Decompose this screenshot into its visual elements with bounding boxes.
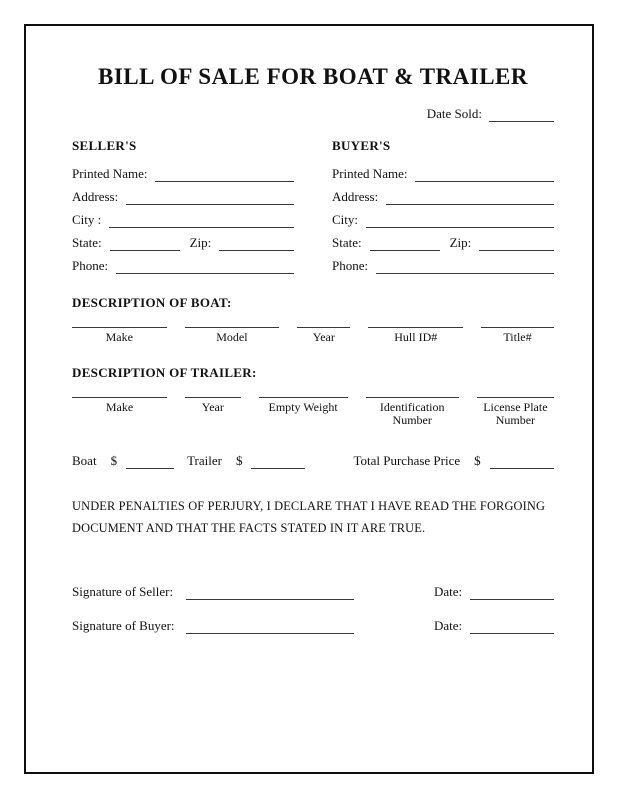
total-price-label: Total Purchase Price [353,453,461,468]
document-border-frame [24,24,594,774]
price-row [72,453,554,469]
perjury-declaration: UNDER PENALTIES OF PERJURY, I DECLARE THAT I HAVE READ THE FORGOING DOCUMENT AND THAT THE FACTS STATED IN IT ARE TRUE. [72,499,546,535]
buyer-signature-line[interactable] [186,619,354,634]
buyer-header: BUYER'S [332,138,391,153]
seller-state-label: State: [72,235,102,250]
boat-section-header: DESCRIPTION OF BOAT: [72,295,232,310]
seller-phone-line[interactable] [116,259,294,274]
boat-columns-row [72,327,554,344]
trailer-year-field [185,397,240,427]
seller-printed-name-line[interactable] [155,167,294,182]
trailer-license-plate-field [477,397,554,427]
boat-title-number-label: Title# [503,330,532,344]
buyer-signature-row [72,611,554,634]
buyer-phone-line[interactable] [376,259,554,274]
buyer-city-row [332,205,554,228]
date-sold-line[interactable] [489,107,554,122]
buyer-date-label: Date: [434,618,463,633]
seller-state-line[interactable] [110,236,180,251]
boat-price-label: Boat [72,453,97,468]
seller-printed-name-label: Printed Name: [72,166,148,181]
seller-date-label: Date: [434,584,463,599]
seller-section [72,138,294,274]
boat-title-number-field [481,327,554,344]
buyer-section [332,138,554,274]
trailer-make-label: Make [105,400,134,414]
boat-model-label: Model [216,330,248,344]
trailer-price-line[interactable] [251,454,305,469]
seller-signature-row [72,577,554,600]
seller-address-row [72,182,294,205]
total-price-line[interactable] [490,454,554,469]
buyer-city-label: City: [332,212,359,227]
seller-date-line[interactable] [470,585,554,600]
trailer-empty-weight-field [259,397,348,427]
seller-signature-line[interactable] [186,585,354,600]
trailer-year-label: Year [201,400,224,414]
buyer-address-row [332,182,554,205]
seller-printed-name-row [72,159,294,182]
page-title: BILL OF SALE FOR BOAT & TRAILER [97,64,529,89]
buyer-zip-line[interactable] [479,236,554,251]
seller-signature-label: Signature of Seller: [72,584,174,599]
buyer-printed-name-row [332,159,554,182]
boat-hull-id-label: Hull ID# [394,330,438,344]
trailer-identification-number-label: Identification Number [379,400,445,427]
total-price-currency: $ [474,453,481,468]
seller-zip-line[interactable] [219,236,294,251]
seller-phone-row [72,251,294,274]
buyer-address-line[interactable] [386,190,554,205]
seller-phone-label: Phone: [72,258,109,273]
boat-hull-id-field [368,327,463,344]
buyer-date-line[interactable] [470,619,554,634]
buyer-printed-name-line[interactable] [415,167,554,182]
seller-zip-label: Zip: [189,235,212,250]
trailer-price-currency: $ [235,453,243,468]
buyer-state-line[interactable] [370,236,440,251]
seller-city-label: City : [72,212,102,227]
trailer-identification-number-field [366,397,459,427]
trailer-empty-weight-label: Empty Weight [268,400,338,414]
date-sold-label: Date Sold: [426,106,482,121]
parties-section [72,138,554,274]
buyer-printed-name-label: Printed Name: [332,166,408,181]
signatures-section [72,577,554,634]
trailer-price-label: Trailer [187,453,222,468]
seller-address-label: Address: [72,189,119,204]
trailer-make-field [72,397,167,427]
buyer-city-line[interactable] [366,213,554,228]
boat-price-line[interactable] [126,454,174,469]
boat-make-label: Make [105,330,133,344]
boat-model-field [185,327,280,344]
trailer-columns-row [72,397,554,427]
boat-make-field [72,327,167,344]
buyer-phone-label: Phone: [332,258,369,273]
trailer-license-plate-label: License Plate Number [483,400,548,427]
seller-city-row [72,205,294,228]
date-sold-row [72,106,554,122]
trailer-section-header: DESCRIPTION OF TRAILER: [72,365,257,380]
boat-year-field [297,327,350,344]
buyer-zip-label: Zip: [449,235,472,250]
seller-state-zip-row [72,228,294,251]
buyer-signature-label: Signature of Buyer: [72,618,175,633]
boat-price-currency: $ [110,453,118,468]
seller-address-line[interactable] [126,190,294,205]
buyer-state-label: State: [332,235,362,250]
buyer-phone-row [332,251,554,274]
boat-year-label: Year [312,330,335,344]
buyer-state-zip-row [332,228,554,251]
buyer-address-label: Address: [332,189,379,204]
seller-header: SELLER'S [72,138,137,153]
document-content [26,64,592,800]
seller-city-line[interactable] [109,213,294,228]
